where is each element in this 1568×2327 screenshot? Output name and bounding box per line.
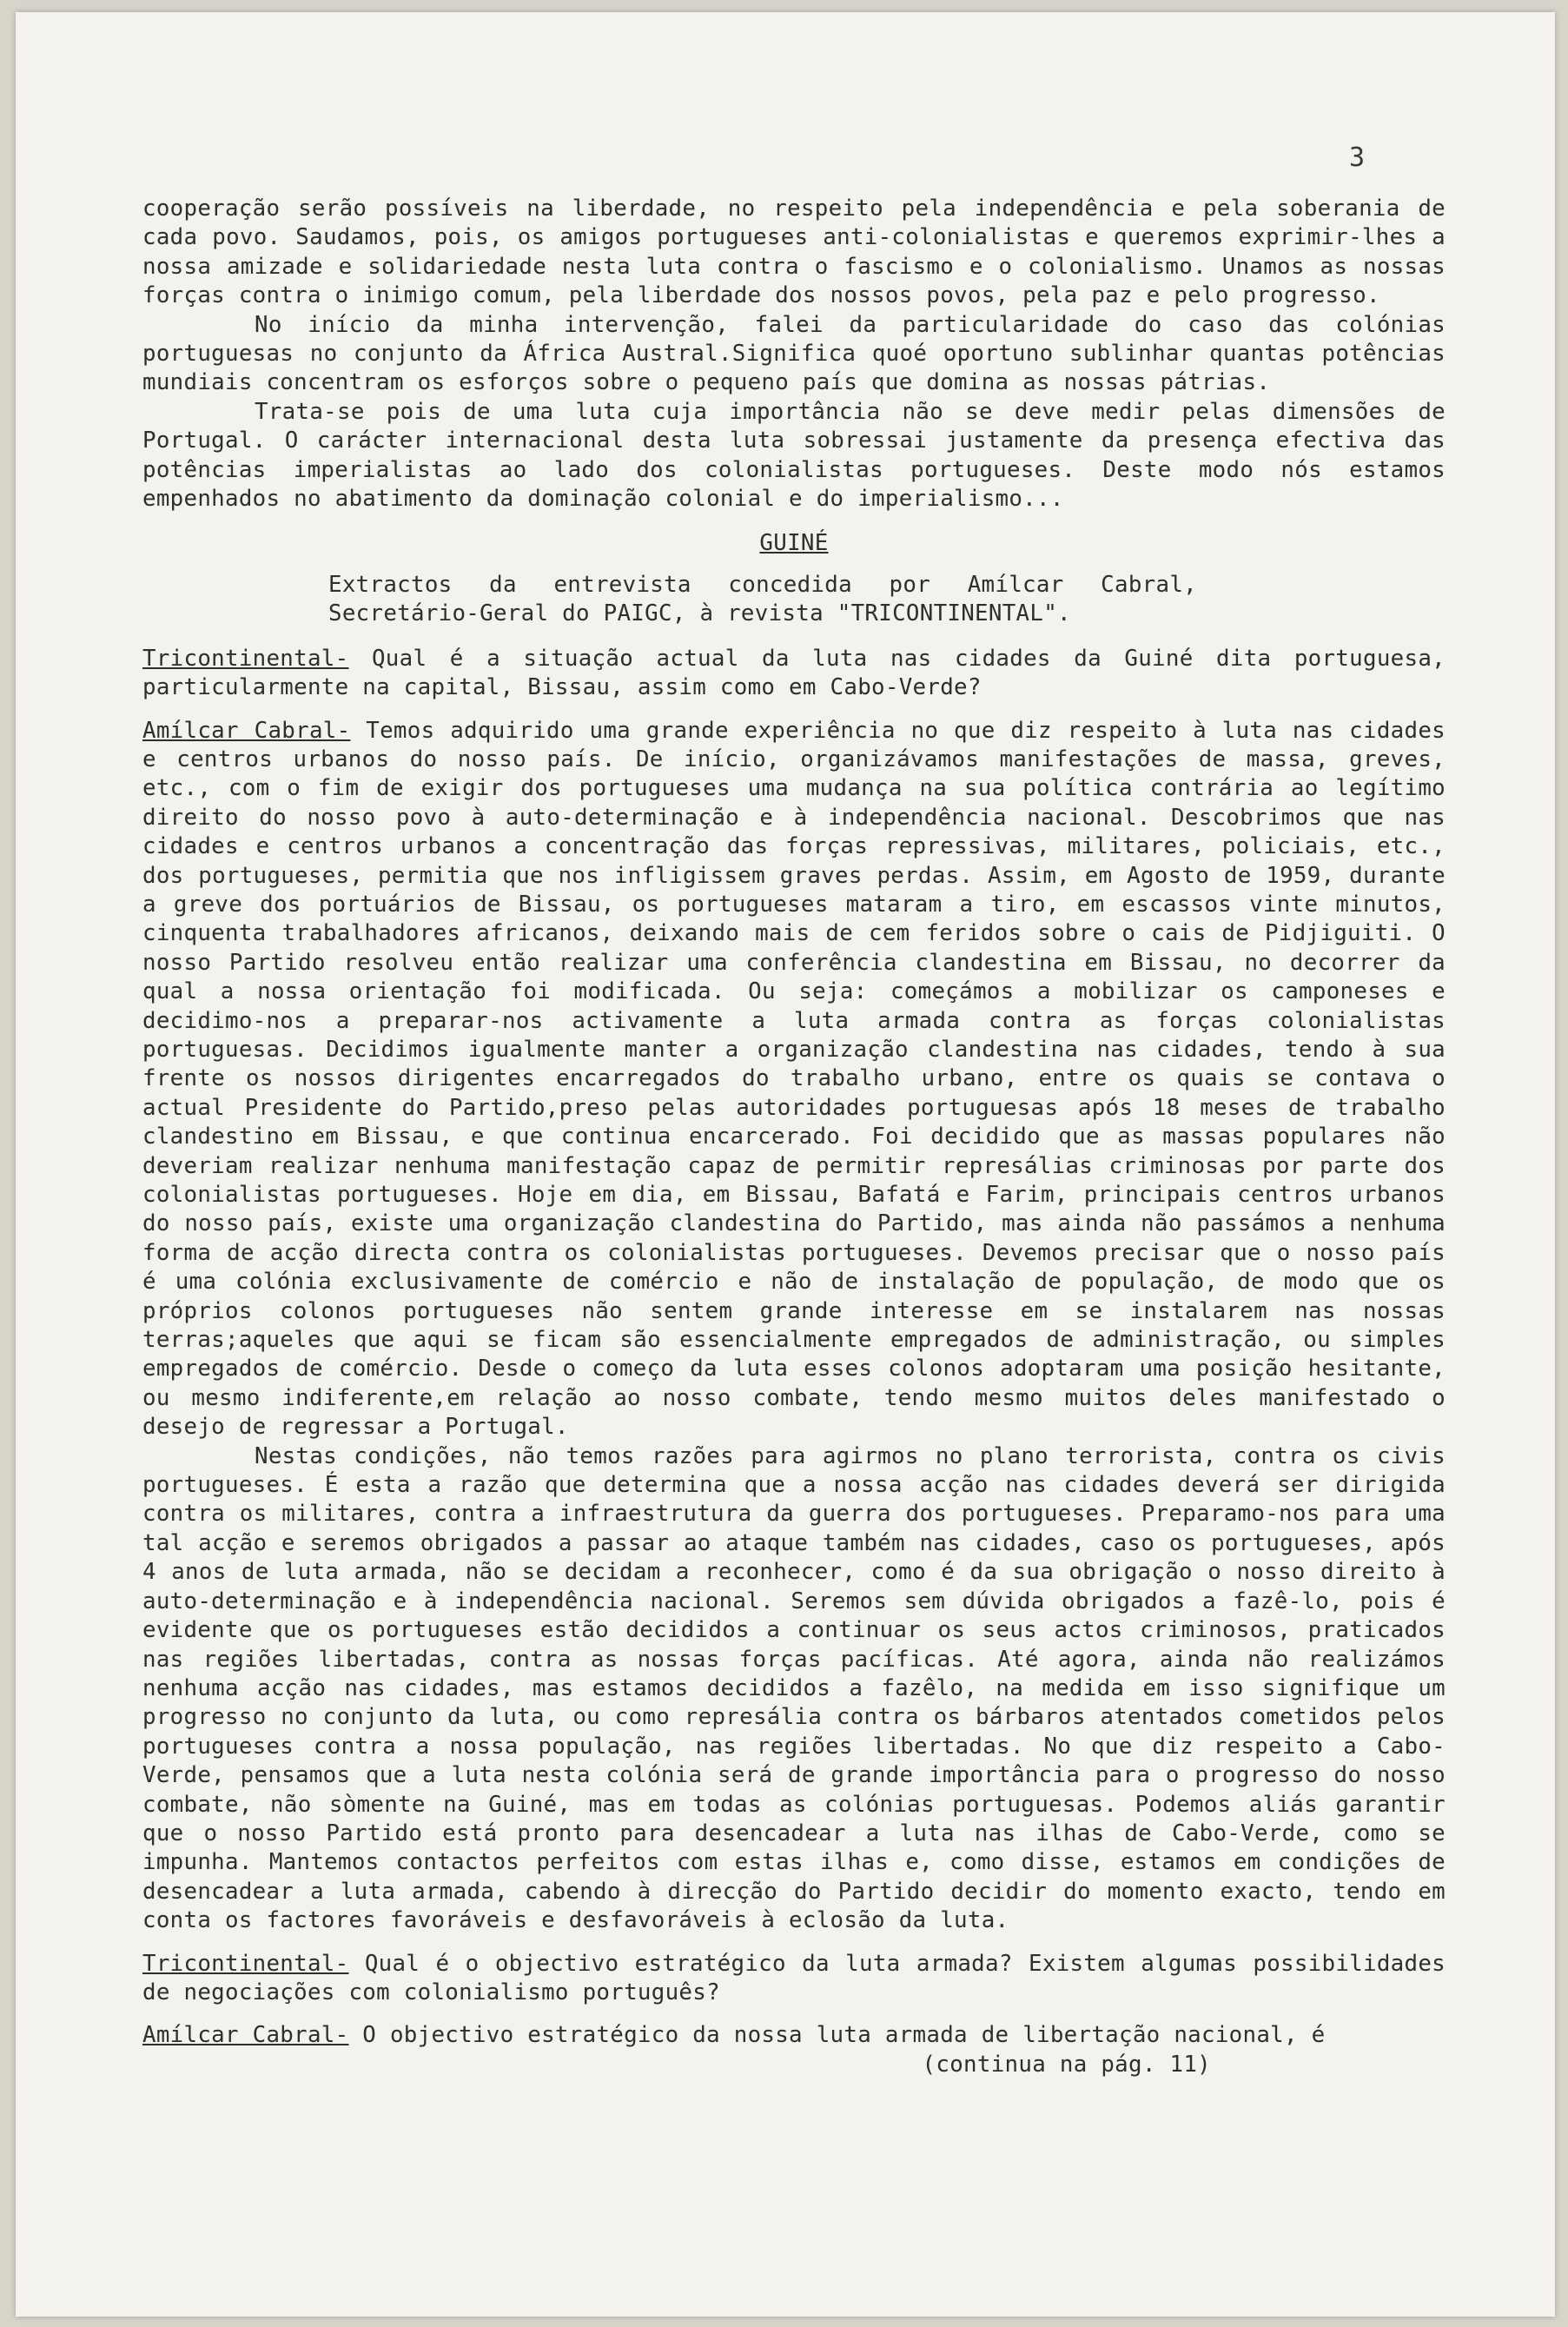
- speaker-tricontinental: Tricontinental-: [142, 1950, 349, 1977]
- question-1: [142, 645, 1446, 703]
- paragraph-africa-austral: No início da minha intervenção, falei da particularidade do caso das colónias portuguesas no conjunto da África Austral.Significa quoé oportuno sublinhar quantas potências mundiais concentram os esforços sobre o pequeno país que domina as nossas pátrias.: [142, 311, 1446, 396]
- document-sheet: [16, 12, 1555, 2317]
- speaker-cabral: Amílcar Cabral-: [142, 717, 351, 744]
- answer-1: [142, 717, 1446, 1442]
- paragraph-international: Trata-se pois de uma luta cuja importância não se deve medir pelas dimensões de Portugal. O carácter internacional desta luta sobressai justamente da presença efectiva das potências imperialistas ao lado dos colonialistas portugueses. Deste modo nós estamos empenhados no abatimento da dominação colonial e do imperialismo...: [142, 398, 1446, 513]
- paragraph-opening: cooperação serão possíveis na liberdade, no respeito pela independência e pela soberania de cada povo. Saudamos, pois, os amigos portugueses anti-colonialistas e queremos exprimir-lhes a nossa amizade e solidariedade nesta luta contra o fascismo e o colonialismo. Unamos as nossas forças contra o inimigo comum, pela liberdade dos nossos povos, pela paz e pelo progresso.: [142, 196, 1446, 309]
- answer-2-text: O objectivo estratégico da nossa luta armada de libertação nacional, é: [348, 2022, 1326, 2049]
- continued-note: (continua na pág. 11): [922, 2051, 1211, 2078]
- question-2-text: Qual é o objectivo estratégico da luta armada? Existem algumas possibilidades de negociações com colonialismo português?: [142, 1950, 1446, 2005]
- answer-1-paragraph-2: Nestas condições, não temos razões para agirmos no plano terrorista, contra os civis portugueses. É esta a razão que determina que a nossa acção nas cidades deverá ser dirigida contra os militares, contra a infraestrutura da guerra dos portugueses. Preparamo-nos para uma tal acção e seremos obrigados a passar ao ataque também nas cidades, caso os portugueses, após 4 anos de luta armada, não se decidam a reconhecer, como é da sua obrigação o nosso direito à auto-determinação e à independência nacional. Seremos sem dúvida obrigados a fazê-lo, pois é evidente que os portugueses estão decididos a continuar os seus actos criminosos, praticados nas regiões libertadas, contra as nossas forças pacíficas. Até agora, ainda não realizámos nenhuma acção nas cidades, mas estamos decididos a fazêlo, na medida em isso signifique um progresso no conjunto da luta, ou como represália contra os bárbaros atentados cometidos pelos portugueses contra a nossa população, nas regiões libertadas. No que diz respeito a Cabo-Verde, pensamos que a luta nesta colónia será de grande importância para o progresso do nosso combate, não sòmente na Guiné, mas em todas as colónias portuguesas. Podemos aliás garantir que o nosso Partido está pronto para desencadear a luta nas ilhas de Cabo-Verde, como se impunha. Mantemos contactos perfeitos com estas ilhas e, como disse, estamos em condições de desencadear a luta armada, cabendo à direcção do Partido decidir do momento exacto, tendo em conta os factores favoráveis e desfavoráveis à eclosão da luta.: [142, 1442, 1446, 1934]
- question-1-text: Qual é a situação actual da luta nas cidades da Guiné dita portuguesa, particularmente na capital, Bissau, assim como em Cabo-Verde?: [142, 645, 1446, 701]
- answer-2: [142, 2021, 1446, 2050]
- section-title: GUINÉ: [759, 530, 829, 557]
- document-body: [142, 195, 1446, 2079]
- speaker-cabral: Amílcar Cabral-: [142, 2022, 349, 2049]
- extract-note: Extractos da entrevista concedida por Amílcar Cabral, Secretário-Geral do PAIGC, à revista "TRICONTINENTAL".: [328, 571, 1197, 627]
- question-2: [142, 1950, 1446, 2008]
- page-number: 3: [1349, 143, 1366, 173]
- speaker-tricontinental: Tricontinental-: [142, 645, 349, 672]
- answer-1-text: Temos adquirido uma grande experiência no que diz respeito à luta nas cidades e centros urbanos do nosso país. De início, organizávamos manifestações de massa, greves, etc., com o fim de exigir dos portugueses uma mudança na sua política contrária ao legítimo direito do nosso povo à auto-determinação e à independência nacional. Descobrimos que nas cidades e centros urbanos a concentração das forças repressivas, militares, policiais, etc., dos portugueses, permitia que nos infligissem graves perdas. Assim, em Agosto de 1959, durante a greve dos portuários de Bissau, os portugueses mataram a tiro, em escassos vinte minutos, cinquenta trabalhadores africanos, deixando mais de cem feridos sobre o cais de Pidjiguiti. O nosso Partido resolveu então realizar uma conferência clandestina em Bissau, no decorrer da qual a nossa orientação foi modificada. Ou seja: começámos a mobilizar os camponeses e decidimo-nos a preparar-nos activamente a luta armada contra as forças colonialistas portuguesas. Decidimos igualmente manter a organização clandestina nas cidades, tendo à sua frente os nossos dirigentes encarregados do trabalho urbano, entre os quais se contava o actual Presidente do Partido,preso pelas autoridades portuguesas após 18 meses de trabalho clandestino em Bissau, e que continua encarcerado. Foi decidido que as massas populares não deveriam realizar nenhuma manifestação capaz de permitir represálias criminosas por parte dos colonialistas portugueses. Hoje em dia, em Bissau, Bafatá e Farim, principais centros urbanos do nosso país, existe uma organização clandestina do Partido, mas ainda não passámos a nenhuma forma de acção directa contra os colonialistas portugueses. Devemos precisar que o nosso país é uma colónia exclusivamente de comércio e não de instalação de população, de modo que os próprios colonos portugueses não sentem grande interesse em se instalarem nas nossas terras;aqueles que aqui se ficam são essencialmente empregados de administração, ou simples empregados de comércio. Desde o começo da luta esses colonos adoptaram uma posição hesitante, ou mesmo indiferente,em relação ao nosso combate, tendo mesmo muitos deles manifestado o desejo de regressar a Portugal.: [142, 717, 1446, 1441]
